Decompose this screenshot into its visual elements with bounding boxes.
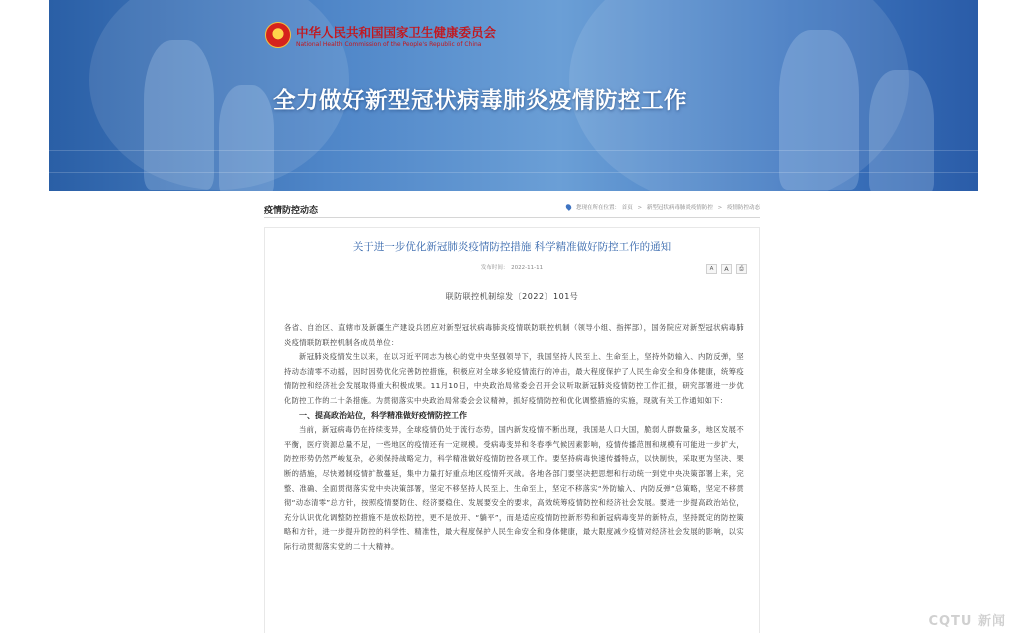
- breadcrumb-separator: >: [637, 205, 643, 211]
- font-decrease-button[interactable]: A: [706, 264, 717, 274]
- article-paragraph: 新冠肺炎疫情发生以来，在以习近平同志为核心的党中央坚强领导下，我国坚持人民至上、生命至上，坚持外防输入、内防反弹，坚持动态清零不动摇，因时因势优化完善防控措施，积极应对全球多轮疫情流行的冲击，最大程度保护了人民生命安全和身体健康，统筹疫情防控和经济社会发展取得重大积极成果。11月10日，中央政治局常委会召开会议听取新冠肺炎疫情防控工作汇报，研究部署进一步优化防控工作的二十条措施。为贯彻落实中央政治局常委会会议精神，抓好疫情防控和优化调整措施的实施，现就有关工作通知如下：: [284, 352, 744, 405]
- banner-title: 全力做好新型冠状病毒肺炎疫情防控工作: [273, 88, 688, 114]
- section-heading: 一、提高政治站位，科学精准做好疫情防控工作: [299, 410, 467, 420]
- source-watermark: CQTU 新闻: [928, 614, 1006, 629]
- article-title: 关于进一步优化新冠肺炎疫情防控措施 科学精准做好防控工作的通知: [352, 241, 672, 253]
- location-pin-icon: [565, 203, 573, 211]
- banner-figure-shape: [219, 85, 274, 191]
- breadcrumb-level1[interactable]: 新型冠状病毒肺炎疫情防控: [646, 205, 713, 211]
- section-title: 疫情防控动态: [264, 206, 319, 216]
- print-button[interactable]: ⎙: [736, 264, 747, 274]
- breadcrumb: [566, 203, 760, 211]
- document-number: 联防联控机制综发〔2022〕101号: [445, 292, 579, 301]
- breadcrumb-separator: >: [717, 205, 723, 211]
- national-emblem-icon[interactable]: [265, 22, 291, 48]
- article-paragraph: 各省、自治区、直辖市及新疆生产建设兵团应对新型冠状病毒肺炎疫情联防联控机制（领导小组、指挥部），国务院应对新型冠状病毒肺炎疫情联防联控机制各成员单位：: [284, 323, 744, 347]
- article-date: 发布时间： 2022-11-11: [480, 265, 544, 271]
- org-name-en[interactable]: National Health Commission of the People's Republic of China: [296, 41, 482, 48]
- article-tools: [706, 264, 747, 274]
- banner-figure-shape: [144, 40, 214, 190]
- breadcrumb-prefix: 您现在所在位置：: [575, 205, 620, 211]
- article-body: [284, 321, 744, 555]
- banner-figure-shape: [779, 30, 859, 190]
- org-name-cn[interactable]: 中华人民共和国国家卫生健康委员会: [296, 25, 497, 40]
- article-paragraph: 当前，新冠病毒仍在持续变异，全球疫情仍处于流行态势，国内新发疫情不断出现，我国是人口大国，脆弱人群数量多，地区发展不平衡，医疗资源总量不足，一些地区的疫情还有一定规模。受病毒变异和冬春季气候因素影响，疫情传播范围和规模有可能进一步扩大，防控形势仍然严峻复杂，必须保持战略定力，科学精准做好疫情防控各项工作。要坚持病毒快速传播特点，以快制快，采取更为坚决、果断的措施，尽快遏制疫情扩散蔓延，集中力量打好重点地区疫情歼灭战。各地各部门要坚决把思想和行动统一到党中央决策部署上来，完整、准确、全面贯彻落实党中央决策部署，坚定不移坚持人民至上、生命至上，坚定不移落实“外防输入、内防反弹”总策略，坚定不移贯彻“动态清零”总方针，按照疫情要防住、经济要稳住、发展要安全的要求，高效统筹疫情防控和经济社会发展。要进一步提高政治站位，充分认识优化调整防控措施不是放松防控，更不是放开、“躺平”，而是适应疫情防控新形势和新冠病毒变异的新特点，坚持既定的防控策略和方针，进一步提升防控的科学性、精准性，最大程度保护人民生命安全和身体健康，最大限度减少疫情对经济社会发展的影响，以实际行动贯彻落实党的二十大精神。: [284, 425, 744, 551]
- breadcrumb-home[interactable]: 首页: [621, 205, 633, 211]
- font-increase-button[interactable]: A: [721, 264, 732, 274]
- banner-line: [49, 150, 978, 151]
- section-bar: [264, 199, 760, 218]
- header-banner: [49, 0, 978, 191]
- breadcrumb-current[interactable]: 疫情防控动态: [726, 205, 760, 211]
- article-card: [264, 227, 760, 633]
- banner-line: [49, 172, 978, 173]
